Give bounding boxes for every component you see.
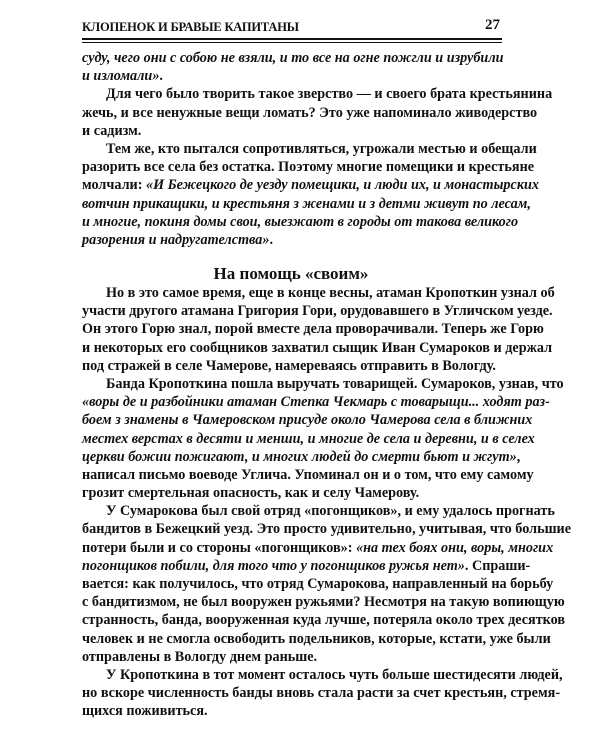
body-text: . Спраши- bbox=[464, 557, 531, 574]
text-block-intro bbox=[82, 49, 553, 249]
text-line bbox=[82, 557, 531, 575]
running-header bbox=[82, 16, 500, 38]
quoted-text: и изломали» bbox=[82, 68, 160, 85]
section-heading: На помощь «своим» bbox=[213, 264, 369, 283]
quoted-text: «воры де и разбойники атаман Степка Чекмарь с товарыщи... ходят раз- bbox=[82, 394, 550, 411]
text-line bbox=[82, 85, 553, 103]
body-text: . bbox=[159, 68, 163, 85]
body-text: отправлены в Вологду днем раньше. bbox=[82, 648, 318, 665]
body-text: Тем же, кто пытался сопротивляться, угрожали местью и обещали bbox=[106, 140, 537, 157]
quoted-text: боем з знамены в Чамеровском присуде около Чамерова села в ближних bbox=[82, 412, 533, 429]
quoted-text: «на тех боях они, воры, многих bbox=[356, 539, 554, 556]
running-title: КЛОПЕНОК И БРАВЫЕ КАПИТАНЫ bbox=[82, 20, 299, 34]
text-line bbox=[82, 593, 565, 611]
body-text: странность, банда, вооруженная куда лучше, потеряла около трех десятков bbox=[82, 612, 566, 629]
text-line bbox=[82, 430, 535, 448]
body-text: У Сумарокова был свой отряд «погонщиков», и ему удалось прогнать bbox=[106, 503, 555, 520]
text-line bbox=[82, 448, 521, 466]
text-line bbox=[82, 630, 551, 648]
body-text: . bbox=[269, 231, 274, 248]
text-line bbox=[82, 140, 537, 158]
text-line bbox=[82, 302, 553, 320]
quoted-text: разорения и надругателства» bbox=[82, 231, 270, 248]
text-line bbox=[82, 666, 563, 684]
body-text: У Кропоткина в тот момент осталось чуть больше шестидесяти людей, bbox=[106, 666, 563, 683]
body-text: бандитов в Бежецкий уезд. Это просто удивительно, учитывая, что большие bbox=[82, 521, 572, 538]
text-line bbox=[82, 176, 539, 194]
header-rule-thick bbox=[82, 38, 502, 40]
quoted-text: церкви божии пожигают, и многих людей до смерти бьют и жгут» bbox=[82, 448, 517, 465]
text-line bbox=[82, 320, 544, 338]
quoted-text: погонщиков побили, для того что у погонщиков ружья нет» bbox=[82, 557, 465, 574]
body-text: Но в это самое время, еще в конце весны, атаман Кропоткин узнал об bbox=[106, 285, 555, 301]
text-line bbox=[82, 339, 553, 357]
body-text: Банда Кропоткина пошла выручать товарищей. Сумароков, узнав, что bbox=[106, 375, 564, 392]
text-line bbox=[82, 466, 534, 484]
body-text: человек и не смогла освободить подельников, которые, кстати, уже были bbox=[82, 630, 551, 647]
text-line bbox=[82, 702, 500, 720]
body-text: с бандитизмом, не был вооружен ружьями? Несмотря на такую вопиющую bbox=[82, 594, 565, 611]
text-line bbox=[82, 158, 535, 176]
header-rule-thin bbox=[82, 42, 502, 43]
body-text: грозит смертельная опасность, как и селу Чамерову. bbox=[82, 485, 420, 502]
text-block-section bbox=[82, 284, 572, 721]
quoted-text: местех верстах в десяти и менши, и многие де села и деревни, и в селех bbox=[82, 430, 535, 447]
body-text: молчали: bbox=[82, 177, 146, 194]
text-line bbox=[82, 411, 533, 429]
text-line bbox=[82, 520, 572, 538]
body-text: Для чего было творить такое зверство — и своего брата крестьянина bbox=[106, 86, 553, 103]
body-text: вается: как получилось, что отряд Сумарокова, направленный на борьбу bbox=[82, 576, 554, 592]
quoted-text: и многие, покиня домы свои, выезжают в городы от такова великого bbox=[82, 213, 519, 230]
text-line bbox=[82, 357, 500, 375]
text-line bbox=[82, 684, 561, 702]
text-line bbox=[82, 611, 566, 629]
text-line bbox=[82, 539, 554, 557]
body-text: и некоторых его сообщников захватил сыщик Иван Сумароков и держал bbox=[82, 339, 553, 356]
text-line bbox=[82, 375, 564, 393]
text-line bbox=[82, 122, 500, 140]
body-text: разорить все села без остатка. Поэтому многие помещики и крестьяне bbox=[82, 159, 535, 176]
body-text: под стражей в селе Чамерове, намереваясь отправить в Вологду. bbox=[82, 357, 496, 374]
body-text: щихся поживиться. bbox=[82, 703, 208, 720]
page-number: 27 bbox=[485, 17, 500, 33]
quoted-text: «И Бежецкого де уезду помещики, и люди их, и монастырских bbox=[145, 177, 539, 194]
text-line bbox=[82, 484, 500, 502]
text-line bbox=[82, 648, 500, 666]
text-line bbox=[82, 231, 500, 249]
text-line bbox=[82, 284, 555, 302]
text-line bbox=[82, 67, 500, 85]
text-line bbox=[82, 575, 554, 593]
text-line bbox=[82, 195, 531, 213]
body-text: потери были и со стороны «погонщиков»: bbox=[82, 539, 357, 556]
body-text: Он этого Горю знал, порой вместе дела проворачивали. Теперь же Горю bbox=[82, 321, 544, 338]
text-line bbox=[82, 213, 519, 231]
body-text: написал письмо воеводе Углича. Упоминал он и о том, что ему самому bbox=[82, 466, 534, 483]
body-text: , bbox=[516, 448, 521, 465]
text-line bbox=[82, 502, 555, 520]
text-line bbox=[82, 104, 538, 122]
text-line bbox=[82, 49, 504, 67]
body-text: участи другого атамана Григория Гори, орудовавшего в Угличском уезде. bbox=[82, 303, 553, 320]
body-text: но вскоре численность банды вновь стала расти за счет крестьян, стремя- bbox=[82, 685, 561, 702]
body-text: и садизм. bbox=[82, 122, 142, 139]
quoted-text: вотчин прикащики, и крестьяня з женами и з детми живут по лесам, bbox=[82, 195, 531, 212]
text-line bbox=[82, 393, 550, 411]
quoted-text: суду, чего они с собою не взяли, и то все на огне пожгли и изрубили bbox=[82, 50, 504, 66]
body-text: жечь, и все ненужные вещи ломать? Это уже напоминало живодерство bbox=[82, 104, 538, 121]
